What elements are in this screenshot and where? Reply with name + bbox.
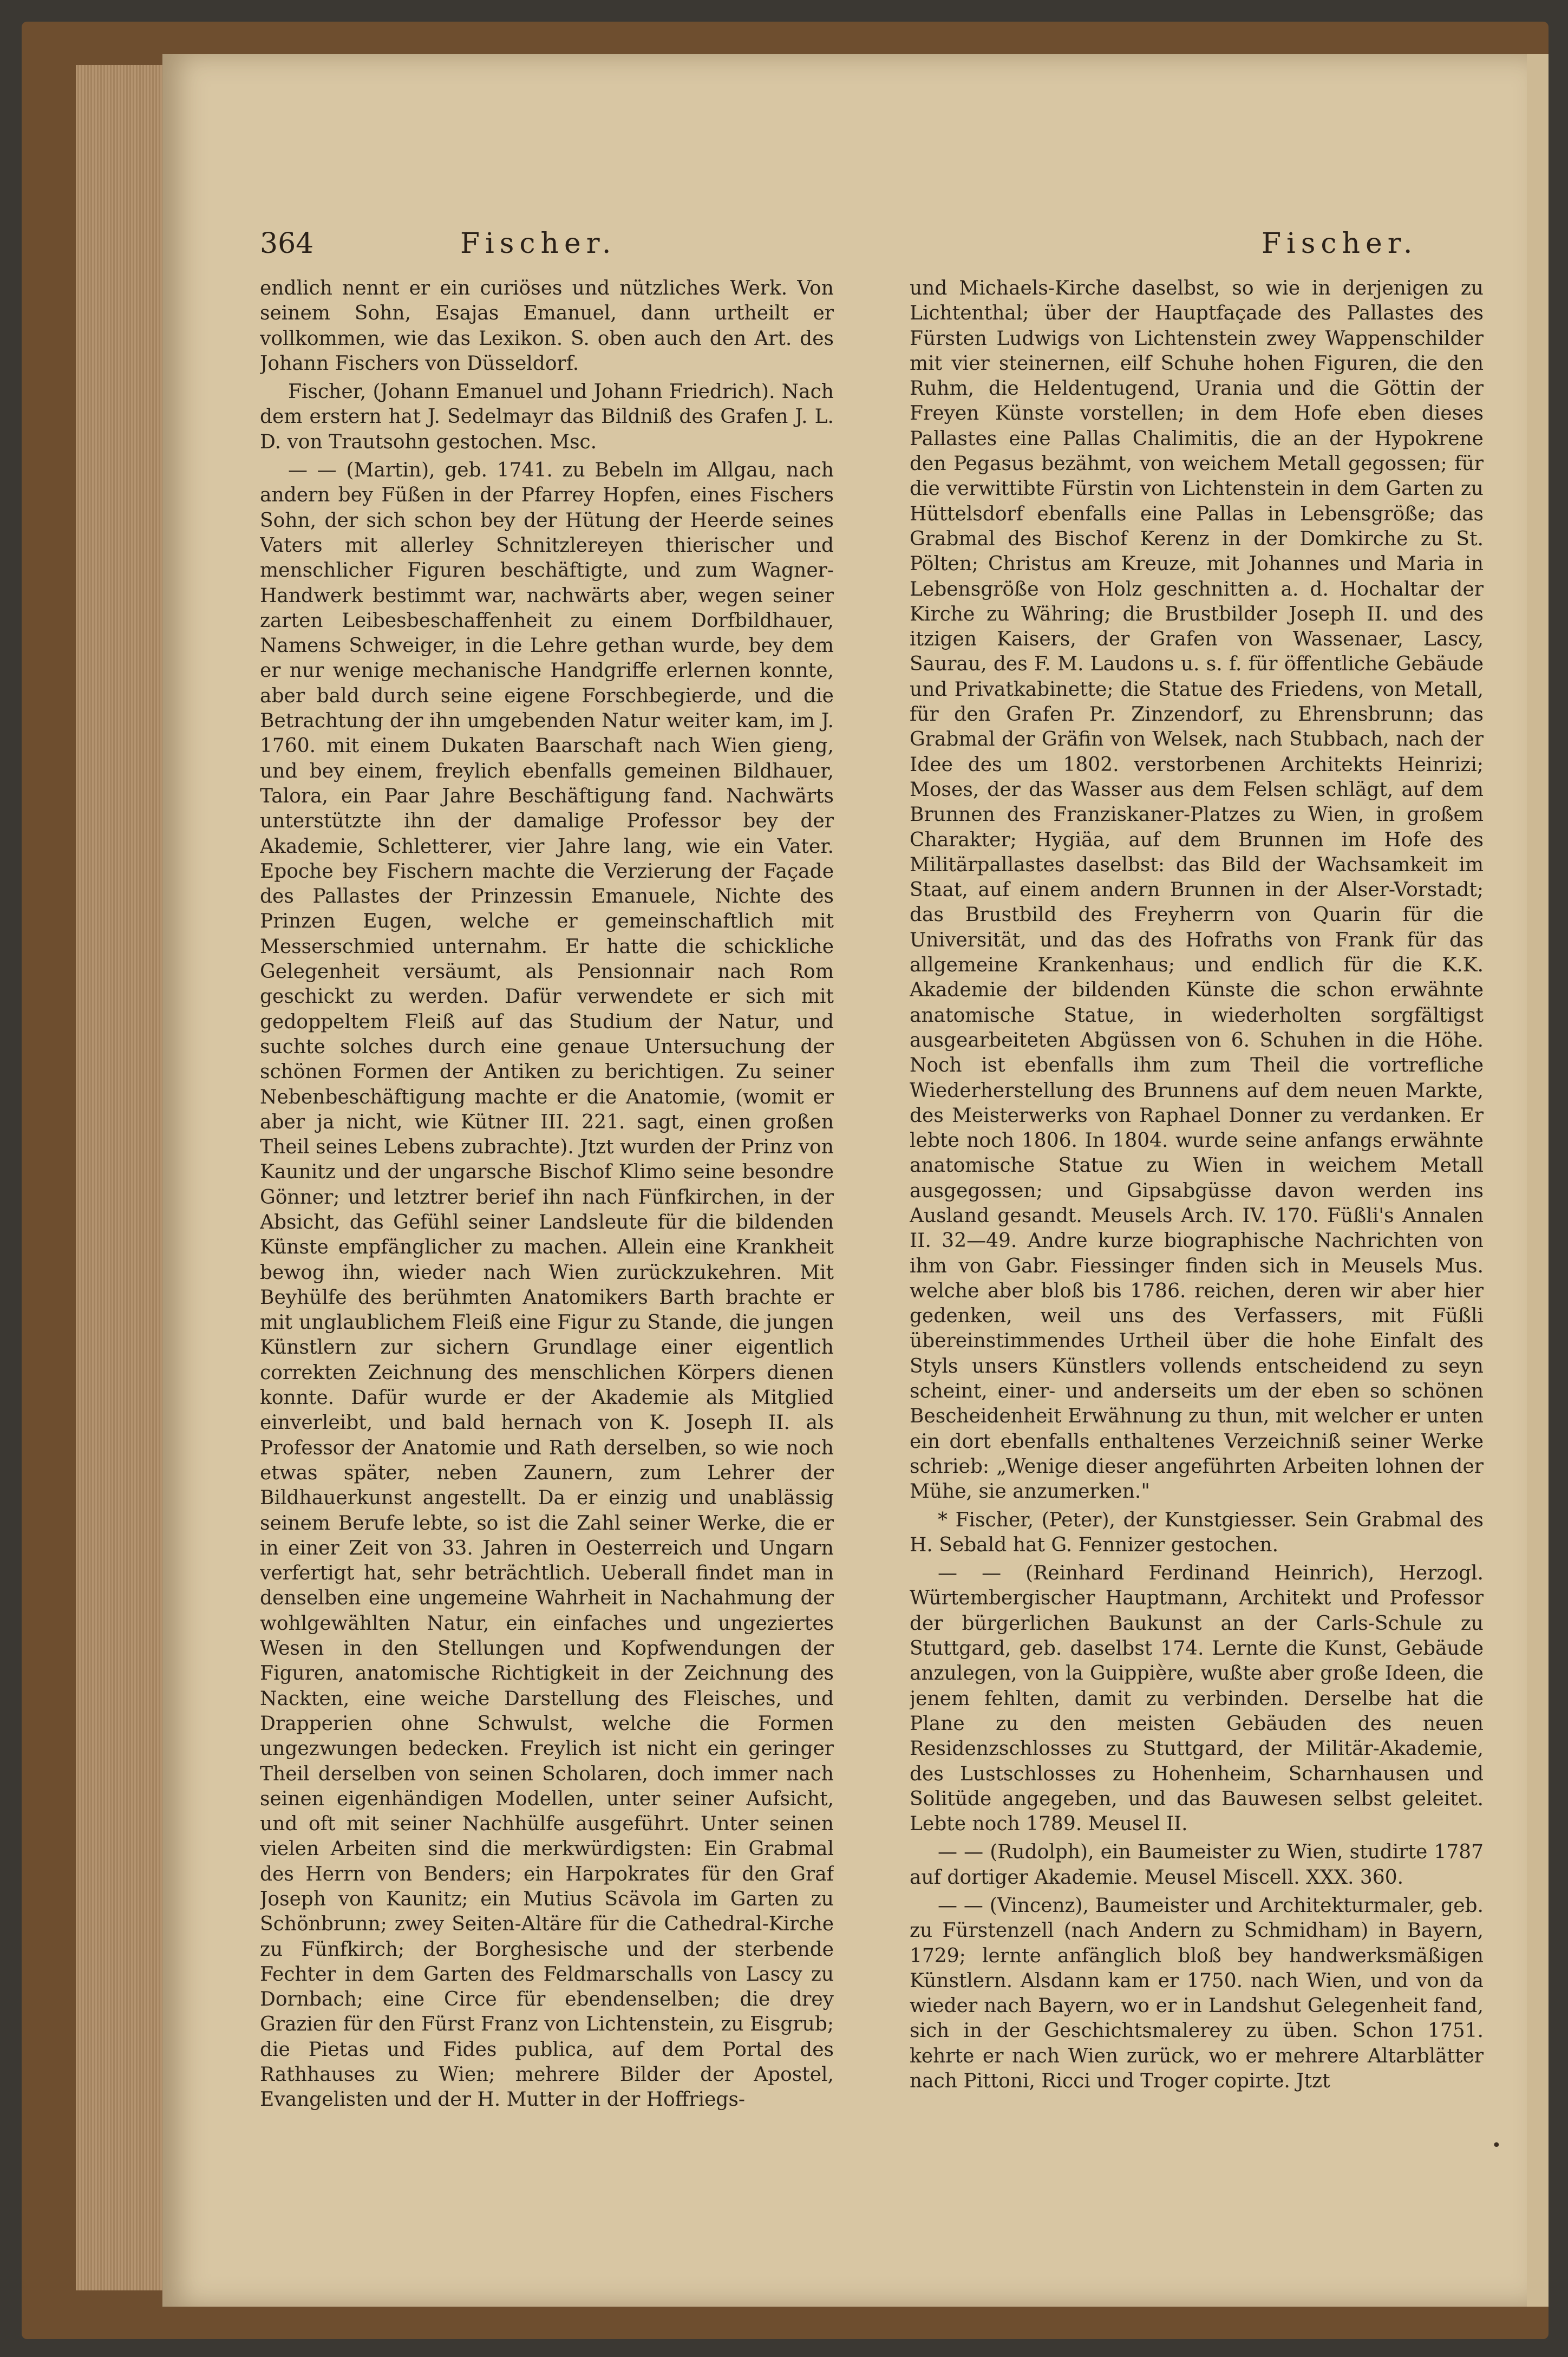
page-number: 364 bbox=[260, 227, 314, 260]
page-edges bbox=[76, 65, 168, 2290]
paragraph: Fischer, (Johann Emanuel und Johann Friedrich). Nach dem erstern hat J. Sedelmayr das Bildniß des Grafen J. L. D. von Trautsohn gestochen. Msc. bbox=[260, 381, 834, 453]
paragraph: * Fischer, (Peter), der Kunstgiesser. Sein Grabmal des H. Sebald hat G. Fennizer gestochen. bbox=[910, 1509, 1484, 1556]
running-header bbox=[260, 227, 1473, 271]
signature-mark: • bbox=[1492, 2136, 1501, 2155]
running-head-right: Fischer. bbox=[1262, 227, 1418, 260]
paragraph: endlich nennt er ein curiöses und nützliches Werk. Von seinem Sohn, Esajas Emanuel, dann urtheilt er vollkommen, wie das Lexikon. S. oben auch den Art. des Johann Fischers von Düsseldorf. bbox=[260, 277, 834, 375]
paragraph: — — (Rudolph), ein Baumeister zu Wien, studirte 1787 auf dortiger Akademie. Meusel Miscell. XXX. 360. bbox=[910, 1841, 1484, 1889]
paragraph: — — (Reinhard Ferdinand Heinrich), Herzogl. Würtembergischer Hauptmann, Architekt und Professor der bürgerlichen Baukunst an der Carls-Schule zu Stuttgard, geb. daselbst 174. Lernte die Kunst, Gebäude anzulegen, von la Guippière, wußte aber große Ideen, die jenem fehlten, damit zu verbinden. Derselbe hat die Plane zu den meisten Gebäuden des neuen Residenzschlosses zu Stuttgard, der Militär-Akademie, des Lustschlosses zu Hohenheim, Scharnhausen und Solitüde angegeben, und das Bauwesen selbst geleitet. Lebte noch 1789. Meusel II. bbox=[910, 1562, 1484, 1836]
paragraph: — — (Vincenz), Baumeister und Architekturmaler, geb. zu Fürstenzell (nach Andern zu Schmidham) in Bayern, 1729; lernte anfänglich bloß bey handwerksmäßigen Künstlern. Alsdann kam er 1750. nach Wien, und von da wieder nach Bayern, wo er in Landshut Gelegenheit fand, sich in der Geschichtsmalerey zu üben. Schon 1751. kehrte er nach Wien zurück, wo er mehrere Altarblätter nach Pittoni, Ricci und Troger copirte. Jtzt bbox=[910, 1895, 1484, 2093]
book-page bbox=[162, 54, 1527, 2307]
paragraph: und Michaels-Kirche daselbst, so wie in derjenigen zu Lichtenthal; über der Hauptfaçade des Pallastes des Fürsten Ludwigs von Lichtenstein zwey Wappenschilder mit vier steinernen, eilf Schuhe hohen Figuren, die den Ruhm, die Heldentugend, Urania und die Göttin der Freyen Künste vorstellen; in dem Hofe eben dieses Pallastes eine Pallas Chalimitis, die an der Hypokrene den Pegasus bezähmt, von weichem Metall gegossen; für die verwittibte Fürstin von Lichtenstein in dem Garten zu Hüttelsdorf ebenfalls eine Pallas in Lebensgröße; das Grabmal des Bischof Kerenz in der Domkirche zu St. Pölten; Christus am Kreuze, mit Johannes und Maria in Lebensgröße von Holz geschnitten a. d. Hochaltar der Kirche zu Währing; die Brustbilder Joseph II. und des itzigen Kaisers, der Grafen von Wassenaer, Lascy, Saurau, des F. M. Laudons u. s. f. für öffentliche Gebäude und Privatkabinette; die Statue des Friedens, von Metall, für den Grafen Pr. Zinzendorf, zu Ehrensbrunn; das Grabmal der Gräfin von Welsek, nach Stubbach, nach der Idee des um 1802. verstorbenen Architekts Heinrizi; Moses, der das Wasser aus dem Felsen schlägt, auf dem Brunnen des Franziskaner-Platzes zu Wien, in großem Charakter; Hygiäa, auf dem Brunnen im Hofe des Militärpallastes daselbst: das Bild der Wachsamkeit im Staat, auf einem andern Brunnen in der Alser-Vorstadt; das Brustbild des Freyherrn von Quarin für die Universität, und das des Hofraths von Frank für das allgemeine Krankenhaus; und endlich für die K.K. Akademie der bildenden Künste die schon erwähnte anatomische Statue, in wiederholten sorgfältigst ausgearbeiteten Abgüssen von 6. Schuhen in die Höhe. Noch ist ebenfalls ihm zum Theil die vortrefliche Wiederherstellung des Brunnens auf dem neuen Markte, des Meisterwerks von Raphael Donner zu verdanken. Er lebte noch 1806. In 1804. wurde seine anfangs erwähnte anatomische Statue zu Wien in weichem Metall ausgegossen; und Gipsabgüsse davon werden ins Ausland gesandt. Meusels Arch. IV. 170. Füßli's Annalen II. 32—49. Andre kurze biographische Nachrichten von ihm von Gabr. Fiessinger finden sich in Meusels Mus. welche aber bloß bis 1786. reichen, deren wir aber hier gedenken, weil uns des Verfassers, mit Füßli übereinstimmendes Urtheil über die hohe Einfalt des Styls unsers Künstlers vollends entscheidend zu seyn scheint, einer- und anderseits um der eben so schönen Bescheidenheit Erwähnung zu thun, mit welcher er unten ein dort ebenfalls enthaltenes Verzeichniß seiner Werke schrieb: „Wenige dieser angeführten Arbeiten lohnen der Mühe, sie anzumerken." bbox=[910, 277, 1484, 1503]
running-head-left: Fischer. bbox=[460, 227, 617, 260]
left-column bbox=[260, 276, 834, 2225]
facing-page-edge bbox=[1527, 54, 1549, 2307]
paragraph: — — (Martin), geb. 1741. zu Bebeln im Allgau, nach andern bey Füßen in der Pfarrey Hopfen, eines Fischers Sohn, der sich schon bey der Hütung der Heerde seines Vaters mit allerley Schnitzlereyen thierischer und menschlicher Figuren beschäftigte, und zum Wagner-Handwerk bestimmt war, nachwärts aber, wegen seiner zarten Leibesbeschaffenheit zu einem Dorfbildhauer, Namens Schweiger, in die Lehre gethan wurde, bey dem er nur wenige mechanische Handgriffe erlernen konnte, aber bald durch seine eigene Forschbegierde, und die Betrachtung der ihn umgebenden Natur weiter kam, im J. 1760. mit einem Dukaten Baarschaft nach Wien gieng, und bey einem, freylich ebenfalls gemeinen Bildhauer, Talora, ein Paar Jahre Beschäftigung fand. Nachwärts unterstützte ihn der damalige Professor bey der Akademie, Schletterer, vier Jahre lang, wie ein Vater. Epoche bey Fischern machte die Verzierung der Façade des Pallastes der Prinzessin Emanuele, Nichte des Prinzen Eugen, welche er gemeinschaftlich mit Messerschmied unternahm. Er hatte die schickliche Gelegenheit versäumt, als Pensionnair nach Rom geschickt zu werden. Dafür verwendete er sich mit gedoppeltem Fleiß auf das Studium der Natur, und suchte solches durch eine genaue Untersuchung der schönen Formen der Antiken zu berichtigen. Zu seiner Nebenbeschäftigung machte er die Anatomie, (womit er aber ja nicht, wie Kütner III. 221. sagt, einen großen Theil seines Lebens zubrachte). Jtzt wurden der Prinz von Kaunitz und der ungarsche Bischof Klimo seine besondre Gönner; und letztrer berief ihn nach Fünfkirchen, in der Absicht, das Gefühl seiner Landsleute für die bildenden Künste empfänglicher zu machen. Allein eine Krankheit bewog ihn, wieder nach Wien zurückzukehren. Mit Beyhülfe des berühmten Anatomikers Barth brachte er mit unglaublichem Fleiß eine Figur zu Stande, die jungen Künstlern zur sichern Grundlage einer eigentlich correkten Zeichnung des menschlichen Körpers dienen konnte. Dafür wurde er der Akademie als Mitglied einverleibt, und bald hernach von K. Joseph II. als Professor der Anatomie und Rath derselben, so wie noch etwas später, neben Zaunern, zum Lehrer der Bildhauerkunst angestellt. Da er einzig und unablässig seinem Berufe lebte, so ist die Zahl seiner Werke, die er in einer Zeit von 33. Jahren in Oesterreich und Ungarn verfertigt hat, sehr beträchtlich. Ueberall findet man in denselben eine ungemeine Wahrheit in Nachahmung der wohlgewählten Natur, ein einfaches und ungeziertes Wesen in den Stellungen und Kopfwendungen der Figuren, anatomische Richtigkeit in der Zeichnung des Nackten, eine weiche Darstellung des Fleisches, und Drapperien ohne Schwulst, welche die Formen ungezwungen bedecken. Freylich ist nicht ein geringer Theil derselben von seinen Scholaren, doch immer nach seinen eigenhändigen Modellen, unter seiner Aufsicht, und oft mit seiner Nachhülfe ausgeführt. Unter seinen vielen Arbeiten sind die merkwürdigsten: Ein Grabmal des Herrn von Benders; ein Harpokrates für den Graf Joseph von Kaunitz; ein Mutius Scävola im Garten zu Schönbrunn; zwey Seiten-Altäre für die Cathedral-Kirche zu Fünfkirch; der Borghesische und der sterbende Fechter in dem Garten des Feldmarschalls von Lascy zu Dornbach; eine Circe für ebendenselben; die drey Grazien für den Fürst Franz von Lichtenstein, zu Eisgrub; die Pietas und Fides publica, auf dem Portal des Rathhauses zu Wien; mehrere Bilder der Apostel, Evangelisten und der H. Mutter in der Hoffriegs- bbox=[260, 459, 834, 2111]
right-column bbox=[910, 276, 1484, 2225]
